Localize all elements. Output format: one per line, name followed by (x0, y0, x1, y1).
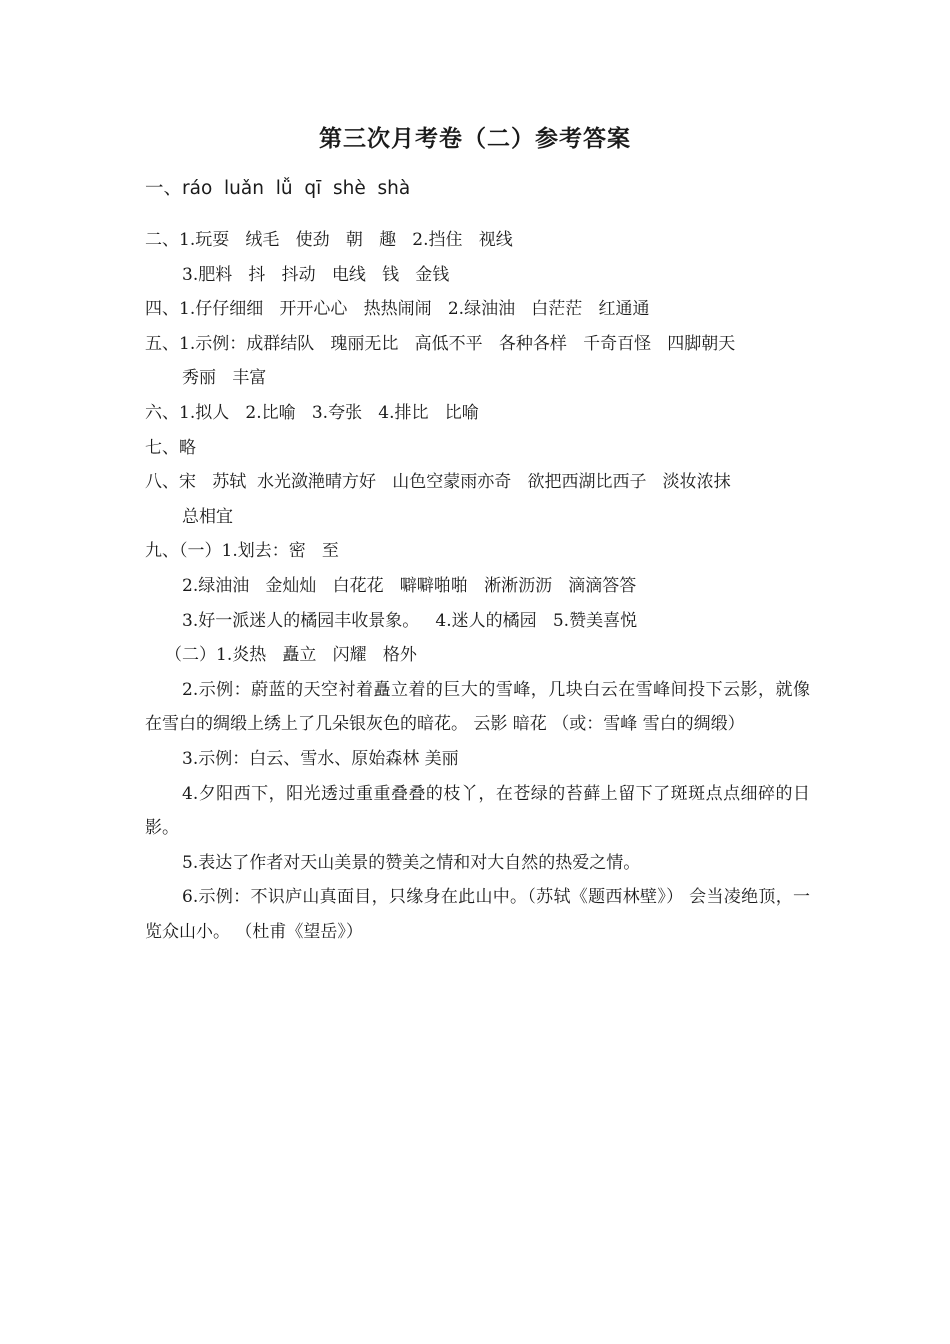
answer-section-9-part-2-q4: 4.夕阳西下，阳光透过重重叠叠的枝丫，在苍绿的苔藓上留下了斑斑点点细碎的日影。 (145, 783, 810, 839)
answer-section-1-pinyin: 一、ráo luǎn lǚ qī shè shà (145, 178, 411, 199)
answer-section-9-part-1-q3: 3.好一派迷人的橘园丰收景象。 4.迷人的橘园 5.赞美喜悦 (182, 610, 638, 631)
answer-section-9-part-2-q6: 6.示例：不识庐山真面目，只缘身在此山中。（苏轼《题西林壁》） 会当凌绝顶，一览众山小。 （杜甫《望岳》） (145, 887, 810, 942)
page-title: 第三次月考卷（二）参考答案 (319, 126, 631, 152)
answer-section-8-line-1: 八、宋 苏轼 水光潋滟晴方好 山色空蒙雨亦奇 欲把西湖比西子 淡妆浓抹 (145, 472, 731, 493)
answer-section-9-part-2-q1: （二）1.炎热 矗立 闪耀 格外 (165, 645, 417, 666)
answer-section-5-line-2: 秀丽 丰富 (182, 368, 267, 389)
answer-section-9-part-1-q2: 2.绿油油 金灿灿 白花花 噼噼啪啪 淅淅沥沥 滴滴答答 (182, 575, 637, 596)
answer-body (145, 223, 810, 949)
answer-section-2-line-2: 3.肥料 抖 抖动 电线 钱 金钱 (182, 264, 450, 285)
answer-section-5-line-1: 五、1.示例：成群结队 瑰丽无比 高低不平 各种各样 千奇百怪 四脚朝天 (145, 333, 736, 354)
answer-section-9-part-2-q2: 2.示例：蔚蓝的天空衬着矗立着的巨大的雪峰，几块白云在雪峰间投下云影，就像在雪白的绸缎上绣上了几朵银灰色的暗花。 云影 暗花 （或：雪峰 雪白的绸缎） (145, 679, 810, 735)
answer-section-9-part-2-q3: 3.示例：白云、雪水、原始森林 美丽 (182, 748, 459, 769)
answer-section-7: 七、略 (145, 437, 196, 458)
answer-section-6: 六、1.拟人 2.比喻 3.夸张 4.排比 比喻 (145, 402, 479, 423)
answer-section-8-line-2: 总相宜 (182, 506, 233, 527)
answer-section-9-part-1-q1: 九、（一）1.划去：密 至 (145, 541, 339, 562)
answer-section-4: 四、1.仔仔细细 开开心心 热热闹闹 2.绿油油 白茫茫 红通通 (145, 299, 650, 320)
answer-section-9-part-2-q5: 5.表达了作者对天山美景的赞美之情和对大自然的热爱之情。 (182, 852, 641, 873)
answer-section-2-line-1: 二、1.玩耍 绒毛 使劲 朝 趣 2.挡住 视线 (145, 230, 513, 250)
